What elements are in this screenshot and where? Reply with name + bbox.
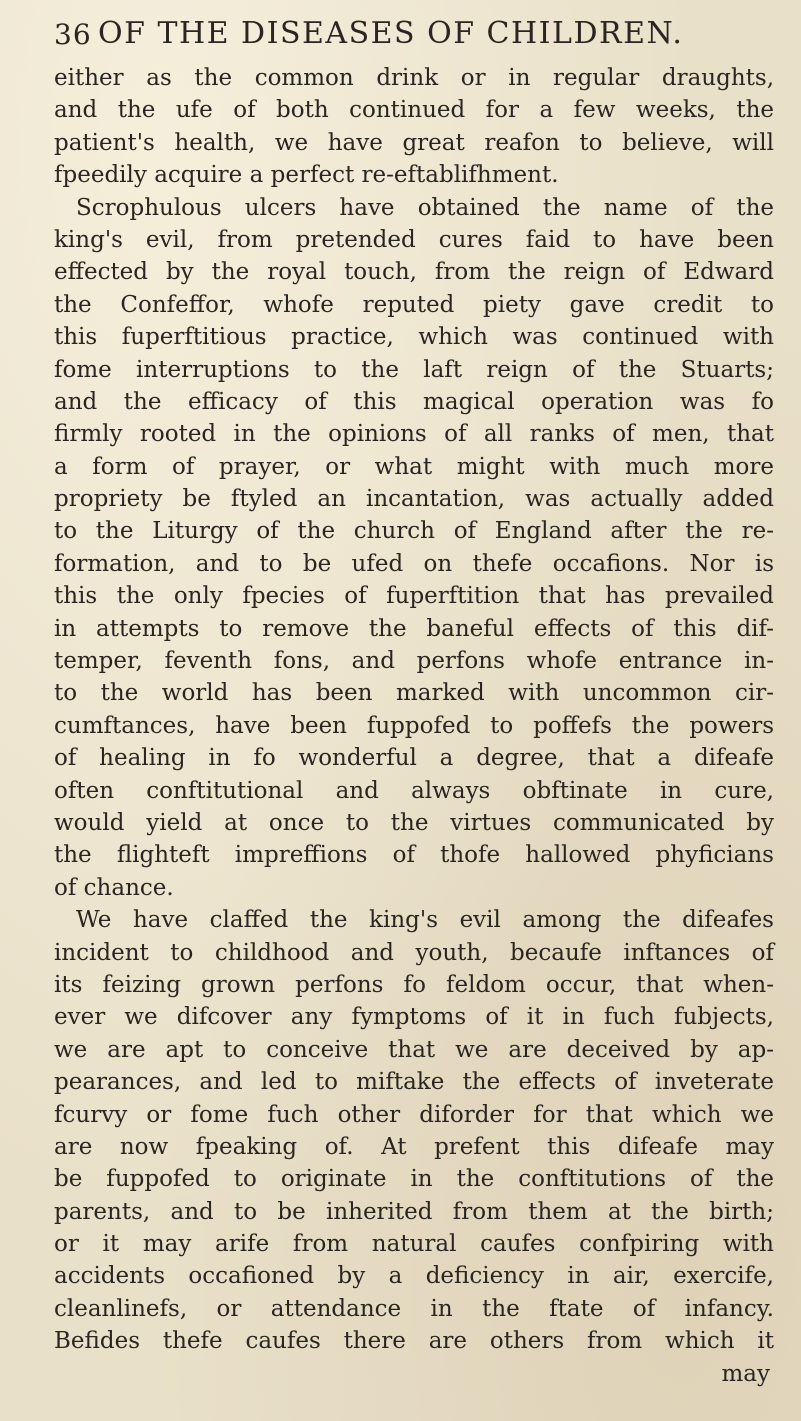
text-line: effected by the royal touch, from the reign of Edward xyxy=(54,259,774,286)
text-line: firmly rooted in the opinions of all ranks of men, that xyxy=(54,421,774,448)
text-line: patient's health, we have great reafon to believe, will xyxy=(54,129,774,156)
text-line: often conftitutional and always obftinate in cure, xyxy=(54,777,774,804)
text-line: Scrophulous ulcers have obtained the name of the xyxy=(76,194,774,221)
catchword: may xyxy=(721,1360,770,1387)
body-text xyxy=(54,62,774,1390)
text-line: fome interruptions to the laft reign of the Stuarts; xyxy=(54,356,774,383)
text-line: king's evil, from pretended cures faid to have been xyxy=(54,226,774,253)
text-line: and the ufe of both continued for a few weeks, the xyxy=(54,97,774,124)
text-line: of healing in fo wonderful a degree, that a difeafe xyxy=(54,745,774,772)
text-line: we are apt to conceive that we are deceived by ap- xyxy=(54,1036,774,1063)
text-line: incident to childhood and youth, becaufe inftances of xyxy=(54,939,774,966)
text-line: or it may arife from natural caufes confpiring with xyxy=(54,1231,774,1258)
text-line: parents, and to be inherited from them at the birth; xyxy=(54,1198,774,1225)
text-line: either as the common drink or in regular draughts, xyxy=(54,65,774,91)
text-line: its feizing grown perfons fo feldom occur, that when- xyxy=(54,971,774,998)
running-head: OF THE DISEASES OF CHILDREN. xyxy=(98,16,684,51)
text-line: temper, feventh fons, and perfons whofe entrance in- xyxy=(54,648,774,675)
text-line: this the only fpecies of fuperftition that has prevailed xyxy=(54,583,774,610)
text-line: pearances, and led to miftake the effects of inveterate xyxy=(54,1069,774,1096)
text-line: of chance. xyxy=(54,874,174,901)
text-line: to the world has been marked with uncommon cir- xyxy=(54,680,774,707)
text-line: would yield at once to the virtues communicated by xyxy=(54,809,774,836)
text-line: this fuperftitious practice, which was continued with xyxy=(54,324,774,351)
text-line: Befides thefe caufes there are others from which it xyxy=(54,1328,774,1355)
text-line: fcurvy or fome fuch other diforder for that which we xyxy=(54,1101,774,1128)
text-line: to the Liturgy of the church of England after the re- xyxy=(54,518,774,545)
page-number: 36 xyxy=(54,18,92,51)
text-line: accidents occafioned by a deficiency in air, exercife, xyxy=(54,1263,774,1290)
page-header xyxy=(54,14,774,54)
text-line: propriety be ftyled an incantation, was actually added xyxy=(54,486,774,513)
text-line: ever we difcover any fymptoms of it in fuch fubjects, xyxy=(54,1004,774,1031)
text-line: the flighteft impreffions of thofe hallowed phyficians xyxy=(54,842,774,869)
text-line: and the efficacy of this magical operation was fo xyxy=(54,388,774,415)
text-line: the Confeffor, whofe reputed piety gave credit to xyxy=(54,291,774,318)
text-line: a form of prayer, or what might with much more xyxy=(54,453,774,480)
text-line: in attempts to remove the baneful effects of this dif- xyxy=(54,615,774,642)
text-line: formation, and to be ufed on thefe occafions. Nor is xyxy=(54,550,774,577)
text-line: fpeedily acquire a perfect re-eftablifhment. xyxy=(54,162,559,189)
book-page xyxy=(54,14,774,1390)
text-line: be fuppofed to originate in the conftitutions of the xyxy=(54,1166,774,1193)
text-line: cleanlinefs, or attendance in the ftate of infancy. xyxy=(54,1295,774,1322)
text-line: cumftances, have been fuppofed to poffefs the powers xyxy=(54,712,774,739)
text-line: are now fpeaking of. At prefent this difeafe may xyxy=(54,1133,774,1160)
text-line: We have claffed the king's evil among the difeafes xyxy=(76,907,774,934)
